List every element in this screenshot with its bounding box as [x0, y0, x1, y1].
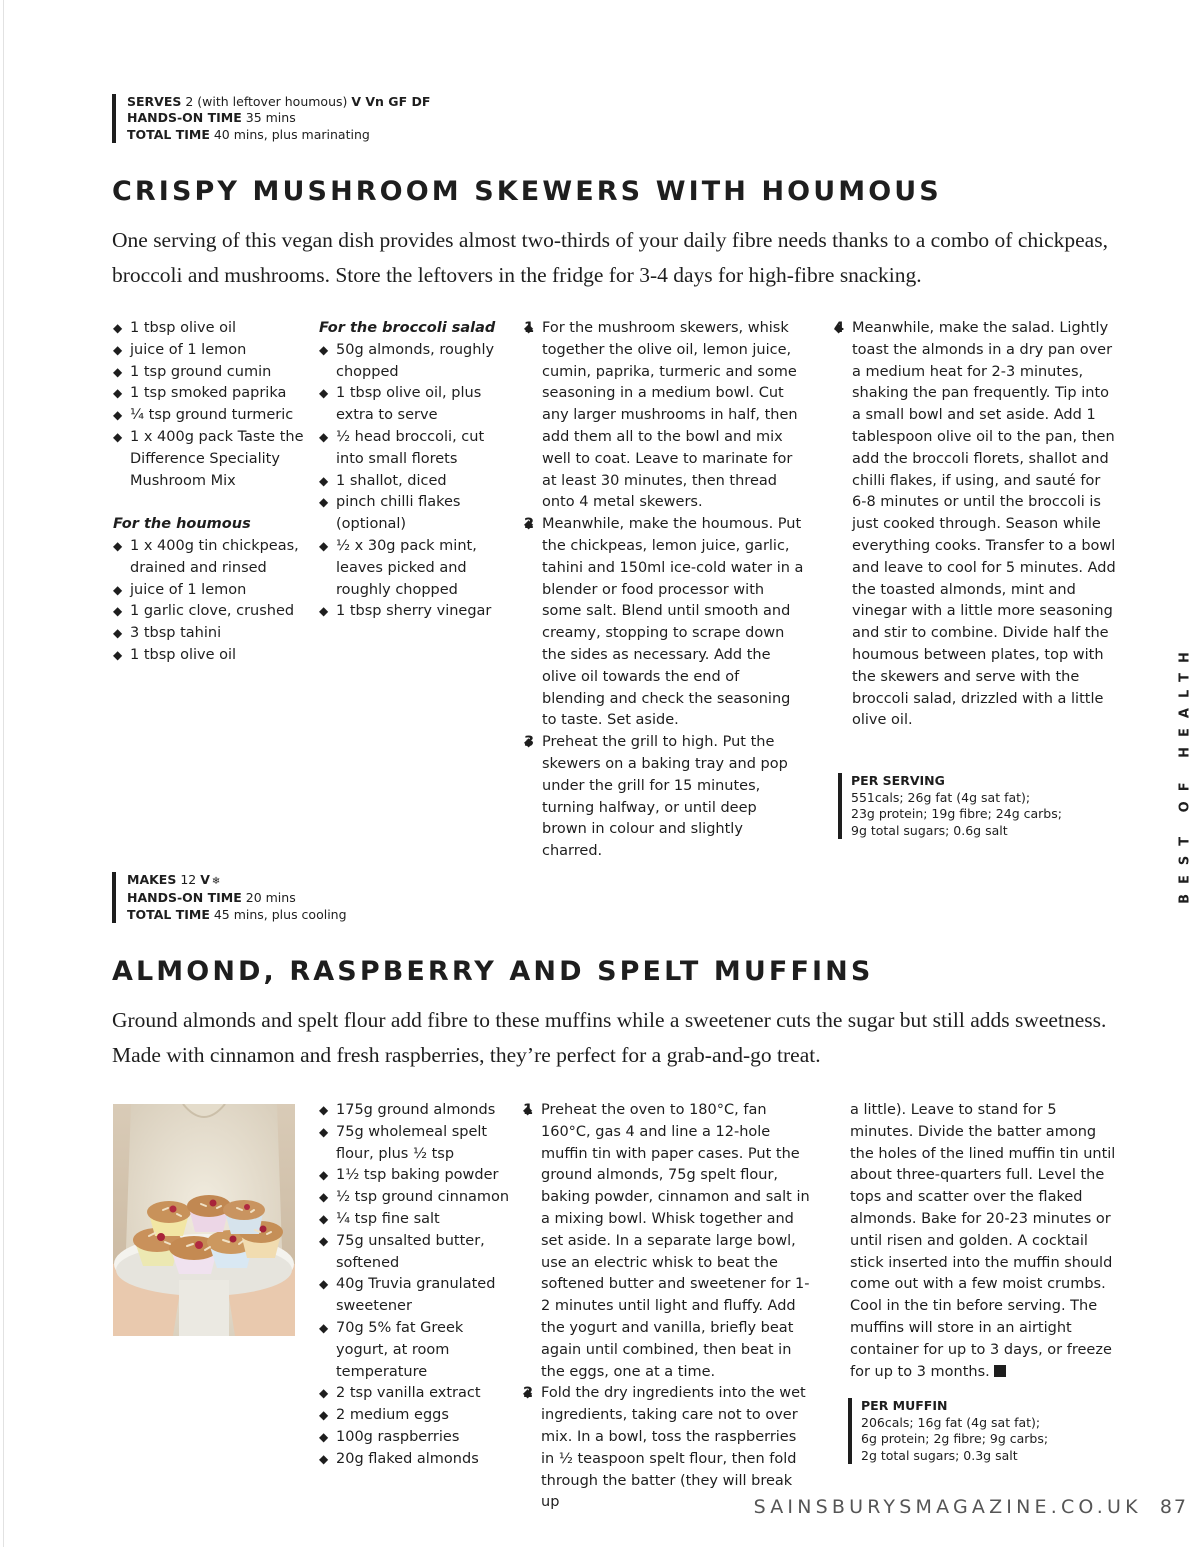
step-text: For the mushroom skewers, whisk together the olive oil, lemon juice, cumin, paprika, turmeric and some seasoning in a medium bowl. Cut any larger mushrooms in half, then add them all to the bowl and mix well to coat. Leave to marinate for at least 30 minutes, then thread onto 4 metal skewers.	[542, 320, 798, 511]
method-step	[524, 514, 806, 732]
houmous-heading: For the houmous	[113, 516, 251, 533]
step-number: ◆ 2	[524, 516, 535, 533]
recipe1-method-col2	[834, 318, 1118, 732]
diet-tags: V Vn GF DF	[351, 94, 431, 109]
recipe1-intro: One serving of this vegan dish provides almost two-thirds of your daily fibre needs thanks to a combo of chickpeas, broccoli and mushrooms. Store the leftovers in the fridge for 3-4 days for high-fibre snacking.	[112, 228, 1108, 287]
nutrition-line: 23g protein; 19g fibre; 24g carbs;	[851, 806, 1062, 821]
ingredient-item: ◆ 70g 5% fat Greek yogurt, at room temperature	[319, 1318, 511, 1383]
ingredient-item: ◆ ¼ tsp fine salt	[319, 1209, 511, 1231]
recipe2-title: ALMOND, RASPBERRY AND SPELT MUFFINS	[112, 956, 874, 987]
method-steps	[524, 318, 806, 863]
recipe1-method-col1	[524, 318, 806, 863]
muffins-photo	[113, 1104, 295, 1336]
step-number: ◆ 1	[524, 320, 535, 336]
method-step	[834, 318, 1118, 732]
magazine-url: SAINSBURYSMAGAZINE.CO.UK	[753, 1496, 1142, 1518]
ingredient-item: ◆ 40g Truvia granulated sweetener	[319, 1274, 511, 1318]
method-steps	[523, 1100, 813, 1514]
ingredient-item: ◆ 1 x 400g tin chickpeas, drained and rinsed	[113, 536, 313, 580]
ingredient-item: ◆ 2 tsp vanilla extract	[319, 1383, 511, 1405]
ingredient-item: ◆ 1½ tsp baking powder	[319, 1165, 511, 1187]
method-step	[524, 318, 806, 514]
ingredient-item: ◆ ½ head broccoli, cut into small florets	[319, 427, 509, 471]
ingredient-item: ◆ 75g unsalted butter, softened	[319, 1231, 511, 1275]
ingredient-item: ◆ 1 tbsp olive oil	[113, 318, 313, 340]
total-time-line: TOTAL TIME 45 mins, plus cooling	[127, 906, 347, 922]
recipe2-meta	[112, 872, 347, 923]
ingredient-item: ◆ 1 garlic clove, crushed	[113, 601, 313, 623]
nutrition-line: 6g protein; 2g fibre; 9g carbs;	[861, 1431, 1049, 1446]
recipe1-title: CRISPY MUSHROOM SKEWERS WITH HOUMOUS	[112, 176, 942, 207]
ingredient-item: ◆ 1 tbsp sherry vinegar	[319, 601, 509, 623]
ingredient-item: ◆ 2 medium eggs	[319, 1405, 511, 1427]
nutrition-line: 9g total sugars; 0.6g salt	[851, 822, 1008, 838]
recipe1-nutrition	[838, 773, 1062, 839]
ingredient-item: ◆ 175g ground almonds	[319, 1100, 511, 1122]
method-step	[523, 1100, 813, 1383]
broccoli-salad-heading: For the broccoli salad	[319, 320, 496, 336]
recipe2-method-col1	[523, 1100, 813, 1514]
ingredient-item: ◆ juice of 1 lemon	[113, 580, 313, 602]
hands-on-time-line: HANDS-ON TIME 20 mins	[127, 890, 296, 906]
method-step-continued: a little). Leave to stand for 5 minutes. Divide the batter among the holes of the lined muffin tin until about three-quarters full. Level the tops and scatter over the flaked almonds. Bake for 20-23 minutes or until risen and golden. A cocktail stick inserted into the muffin should come out with a few moist crumbs. Cool in the tin before serving. The muffins will store in an airtight container for up to 3 days, or freeze for up to 3 months.	[850, 1102, 1116, 1380]
section-name: BEST OF HEALTH	[1177, 642, 1193, 904]
recipe2-method-col2	[850, 1100, 1122, 1383]
recipe1-ingredients-col2	[319, 318, 509, 623]
ingredient-item: ◆ ½ tsp ground cinnamon	[319, 1187, 511, 1209]
method-step	[523, 1383, 813, 1514]
step-number: ◆ 4	[834, 320, 845, 336]
ingredient-item: ◆ 1 tsp ground cumin	[113, 362, 313, 384]
nutrition-line: 2g total sugars; 0.3g salt	[861, 1447, 1018, 1463]
salad-ingredient-list	[319, 340, 509, 623]
ingredient-item: ◆ 1 tbsp olive oil	[113, 645, 313, 667]
ingredient-item: ◆ 75g wholemeal spelt flour, plus ½ tsp	[319, 1122, 511, 1166]
end-mark-icon	[994, 1365, 1006, 1377]
ingredient-item: ◆ 50g almonds, roughly chopped	[319, 340, 509, 384]
ingredient-item: ◆ 1 tbsp olive oil, plus extra to serve	[319, 383, 509, 427]
nutrition-line: 206cals; 16g fat (4g sat fat);	[861, 1414, 1041, 1430]
recipe1-meta	[112, 94, 430, 143]
hands-on-time-line: HANDS-ON TIME 35 mins	[127, 110, 296, 126]
page-number: 87	[1159, 1496, 1188, 1518]
houmous-ingredient-list	[113, 536, 313, 667]
recipe1-ingredients-col1	[113, 318, 313, 667]
snowflake-icon: ❄	[211, 876, 221, 887]
ingredient-item: ◆ juice of 1 lemon	[113, 340, 313, 362]
method-step	[524, 732, 806, 863]
total-time-line: TOTAL TIME 40 mins, plus marinating	[127, 126, 370, 142]
nutrition-line: 551cals; 26g fat (4g sat fat);	[851, 789, 1031, 805]
ingredient-item: ◆ pinch chilli flakes (optional)	[319, 492, 509, 536]
page-edge-rule	[3, 0, 4, 1547]
ingredient-item: ◆ 3 tbsp tahini	[113, 623, 313, 645]
step-text: Meanwhile, make the salad. Lightly toast the almonds in a dry pan over a medium heat for 2-3 minutes, shaking the pan frequently. Tip into a small bowl and set aside. Add 1 tablespoon olive oil to the pan, then add the broccoli florets, shallot and chilli flakes, if using, and sauté for 6-8 minutes or until the broccoli is just cooked through. Season while everything cooks. Transfer to a bowl and leave to cool for 5 minutes. Add the toasted almonds, mint and vinegar with a little more seasoning and stir to combine. Divide half the houmous between plates, top with the skewers and serve with the broccoli salad, drizzled with a little olive oil.	[852, 320, 1116, 729]
ingredient-item: ◆ 1 x 400g pack Taste the Difference Speciality Mushroom Mix	[113, 427, 313, 492]
ingredient-item: ◆ 1 tsp smoked paprika	[113, 383, 313, 405]
diet-tags: V	[200, 872, 210, 887]
recipe2-nutrition	[848, 1398, 1048, 1464]
ingredient-item: ◆ 20g flaked almonds	[319, 1449, 511, 1471]
serves-line: SERVES 2 (with leftover houmous) V Vn GF DF	[127, 94, 431, 109]
step-number: ◆ 2	[523, 1385, 534, 1402]
step-text: Preheat the grill to high. Put the skewers on a baking tray and pop under the grill for 15 minutes, turning halfway, or until deep brown in colour and slightly charred.	[542, 734, 788, 860]
recipe2-intro: Ground almonds and spelt flour add fibre to these muffins while a sweetener cuts the sugar but still adds sweetness. Made with cinnamon and fresh raspberries, they’re perfect for a grab-and-go treat.	[112, 1008, 1107, 1067]
step-text: Meanwhile, make the houmous. Put the chickpeas, lemon juice, garlic, tahini and 150ml ice-cold water in a blender or food processor with some salt. Blend until smooth and creamy, stopping to scrape down the sides as necessary. Add the olive oil towards the end of blending and check the seasoning to taste. Set aside.	[542, 516, 804, 729]
step-text: Preheat the oven to 180°C, fan 160°C, gas 4 and line a 12-hole muffin tin with paper cases. Put the ground almonds, 75g spelt flour, baking powder, cinnamon and salt in a mixing bowl. Whisk together and set aside. In a separate large bowl, use an electric whisk to beat the softened butter and sweetener for 1-2 minutes until light and fluffy. Add the yogurt and vanilla, briefly beat again until combined, then beat in the eggs, one at a time.	[541, 1102, 810, 1380]
nutrition-heading: PER SERVING	[851, 773, 945, 788]
page-footer	[754, 1496, 1188, 1518]
mushroom-ingredient-list	[113, 318, 313, 492]
makes-line: MAKES 12 V ❄	[127, 872, 221, 887]
step-number: ◆ 1	[523, 1102, 534, 1118]
ingredient-item: ◆ ½ x 30g pack mint, leaves picked and roughly chopped	[319, 536, 509, 601]
muffin-ingredient-list	[319, 1100, 511, 1471]
step-text: Fold the dry ingredients into the wet ingredients, taking care not to over mix. In a bowl, toss the raspberries in ½ teaspoon spelt flour, then fold through the batter (they will break up	[541, 1385, 806, 1511]
recipe2-ingredients	[319, 1100, 511, 1471]
step-number: ◆ 3	[524, 734, 535, 751]
ingredient-item: ◆ ¼ tsp ground turmeric	[113, 405, 313, 427]
nutrition-heading: PER MUFFIN	[861, 1398, 948, 1413]
ingredient-item: ◆ 100g raspberries	[319, 1427, 511, 1449]
ingredient-item: ◆ 1 shallot, diced	[319, 471, 509, 493]
method-steps	[834, 318, 1118, 732]
